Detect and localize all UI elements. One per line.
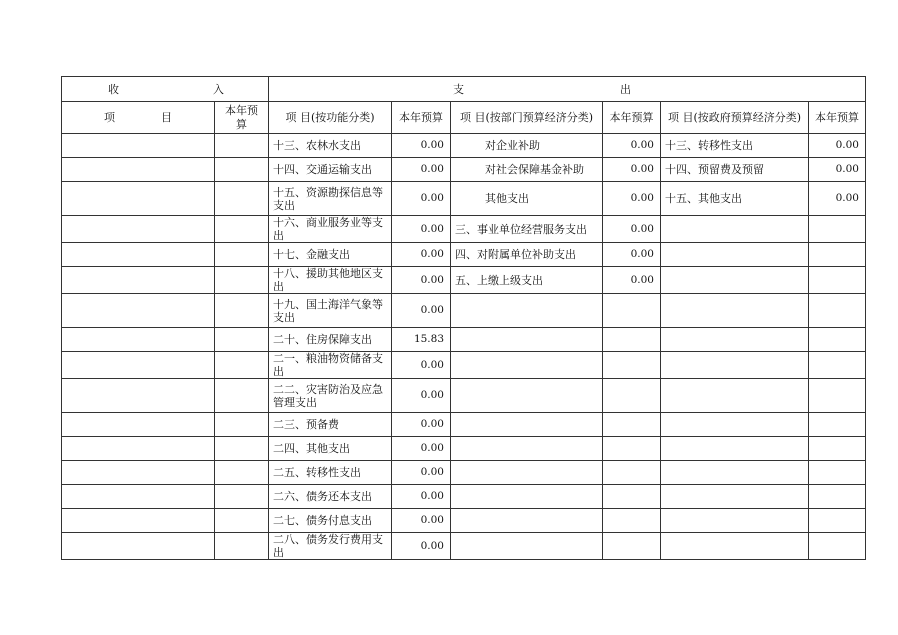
gov-item-cell: [661, 461, 809, 485]
dept-budget-cell: [603, 352, 661, 379]
income-item-cell: [62, 485, 215, 509]
dept-budget-cell: [603, 485, 661, 509]
income-item-cell: [62, 437, 215, 461]
item-char-1: 项: [104, 111, 115, 124]
dept-item-cell: [451, 533, 603, 560]
gov-budget-cell: [809, 267, 866, 294]
dept-budget-cell: 0.00: [603, 158, 661, 182]
dept-item-cell: [451, 328, 603, 352]
header-row-main: [62, 77, 866, 102]
table-row: [62, 182, 866, 216]
dept-budget-cell: 0.00: [603, 216, 661, 243]
dept-budget-cell: [603, 533, 661, 560]
income-item-cell: [62, 294, 215, 328]
gov-budget-cell: [809, 379, 866, 413]
table-row: [62, 328, 866, 352]
table-row: [62, 413, 866, 437]
func-budget-cell: 0.00: [392, 379, 451, 413]
dept-budget-cell: [603, 413, 661, 437]
func-item-cell: 十四、交通运输支出: [269, 158, 392, 182]
func-budget-cell: 15.83: [392, 328, 451, 352]
func-item-header: 项 目(按功能分类): [269, 102, 392, 134]
income-item-cell: [62, 352, 215, 379]
income-item-cell: [62, 533, 215, 560]
dept-item-cell: 三、事业单位经营服务支出: [451, 216, 603, 243]
gov-item-cell: [661, 509, 809, 533]
func-item-cell: 二八、债务发行费用支出: [269, 533, 392, 560]
income-item-cell: [62, 379, 215, 413]
func-budget-cell: 0.00: [392, 294, 451, 328]
gov-item-cell: [661, 437, 809, 461]
table-row: [62, 267, 866, 294]
table-row: [62, 158, 866, 182]
income-char-1: 收: [108, 82, 119, 96]
income-budget-cell: [215, 243, 269, 267]
gov-item-cell: 十五、其他支出: [661, 182, 809, 216]
income-item-cell: [62, 413, 215, 437]
dept-budget-header: 本年预算: [603, 102, 661, 134]
dept-budget-cell: [603, 328, 661, 352]
gov-item-cell: [661, 533, 809, 560]
table-row: [62, 216, 866, 243]
gov-budget-cell: [809, 461, 866, 485]
table-row: [62, 437, 866, 461]
table-row: [62, 509, 866, 533]
func-item-cell: 二六、债务还本支出: [269, 485, 392, 509]
income-budget-cell: [215, 182, 269, 216]
gov-item-cell: [661, 243, 809, 267]
func-item-cell: 二七、债务付息支出: [269, 509, 392, 533]
gov-budget-cell: [809, 294, 866, 328]
func-budget-cell: 0.00: [392, 413, 451, 437]
dept-item-cell: 对社会保障基金补助: [451, 158, 603, 182]
income-budget-cell: [215, 352, 269, 379]
item-char-2: 目: [161, 111, 172, 124]
func-item-cell: 二一、粮油物资储备支出: [269, 352, 392, 379]
gov-item-cell: [661, 352, 809, 379]
income-char-2: 入: [213, 82, 224, 96]
func-budget-cell: 0.00: [392, 134, 451, 158]
table-row: [62, 379, 866, 413]
dept-item-cell: [451, 352, 603, 379]
income-budget-cell: [215, 437, 269, 461]
income-budget-cell: [215, 461, 269, 485]
gov-item-cell: [661, 328, 809, 352]
func-budget-cell: 0.00: [392, 485, 451, 509]
income-item-cell: [62, 267, 215, 294]
income-item-cell: [62, 182, 215, 216]
func-budget-cell: 0.00: [392, 352, 451, 379]
income-budget-cell: [215, 379, 269, 413]
income-header: [62, 77, 269, 102]
gov-item-cell: 十四、预留费及预留: [661, 158, 809, 182]
dept-item-cell: [451, 437, 603, 461]
func-item-cell: 十七、金融支出: [269, 243, 392, 267]
func-budget-cell: 0.00: [392, 509, 451, 533]
func-item-cell: 二五、转移性支出: [269, 461, 392, 485]
func-budget-cell: 0.00: [392, 216, 451, 243]
gov-item-cell: [661, 485, 809, 509]
expense-header: [269, 77, 866, 102]
gov-budget-cell: [809, 509, 866, 533]
income-budget-cell: [215, 413, 269, 437]
income-item-cell: [62, 461, 215, 485]
income-item-cell: [62, 328, 215, 352]
gov-budget-cell: 0.00: [809, 158, 866, 182]
table-row: [62, 485, 866, 509]
func-item-cell: 十五、资源勘探信息等支出: [269, 182, 392, 216]
budget-table: [61, 76, 866, 560]
dept-item-cell: 对企业补助: [451, 134, 603, 158]
func-budget-cell: 0.00: [392, 437, 451, 461]
table-row: [62, 134, 866, 158]
gov-item-cell: [661, 267, 809, 294]
func-budget-cell: 0.00: [392, 461, 451, 485]
income-item-cell: [62, 243, 215, 267]
item-header: [62, 102, 215, 134]
header-row-sub: [62, 102, 866, 134]
gov-item-cell: [661, 216, 809, 243]
gov-item-cell: [661, 379, 809, 413]
table-row: [62, 294, 866, 328]
gov-budget-cell: [809, 328, 866, 352]
func-item-cell: 二三、预备费: [269, 413, 392, 437]
gov-item-cell: [661, 294, 809, 328]
dept-budget-cell: [603, 379, 661, 413]
income-item-cell: [62, 509, 215, 533]
dept-item-cell: 五、上缴上级支出: [451, 267, 603, 294]
dept-item-cell: [451, 485, 603, 509]
income-budget-header: 本年预算: [215, 102, 269, 134]
func-budget-cell: 0.00: [392, 182, 451, 216]
func-budget-cell: 0.00: [392, 267, 451, 294]
income-item-cell: [62, 216, 215, 243]
gov-budget-cell: [809, 352, 866, 379]
gov-budget-cell: [809, 437, 866, 461]
table-row: [62, 533, 866, 560]
dept-item-cell: 其他支出: [451, 182, 603, 216]
dept-budget-cell: [603, 461, 661, 485]
gov-budget-cell: [809, 243, 866, 267]
gov-budget-cell: 0.00: [809, 182, 866, 216]
income-budget-cell: [215, 294, 269, 328]
func-item-cell: 十八、援助其他地区支出: [269, 267, 392, 294]
gov-item-header: 项 目(按政府预算经济分类): [661, 102, 809, 134]
dept-budget-cell: 0.00: [603, 182, 661, 216]
table-row: [62, 461, 866, 485]
func-item-cell: 二二、灾害防治及应急管理支出: [269, 379, 392, 413]
dept-item-cell: [451, 413, 603, 437]
income-budget-cell: [215, 485, 269, 509]
expense-char-2: 出: [620, 82, 631, 96]
table-row: [62, 243, 866, 267]
gov-budget-header: 本年预算: [809, 102, 866, 134]
func-budget-cell: 0.00: [392, 158, 451, 182]
func-budget-cell: 0.00: [392, 243, 451, 267]
income-budget-cell: [215, 216, 269, 243]
dept-budget-cell: [603, 437, 661, 461]
income-item-cell: [62, 158, 215, 182]
income-item-cell: [62, 134, 215, 158]
income-budget-cell: [215, 158, 269, 182]
func-item-cell: 十六、商业服务业等支出: [269, 216, 392, 243]
func-item-cell: 二四、其他支出: [269, 437, 392, 461]
func-budget-header: 本年预算: [392, 102, 451, 134]
income-budget-cell: [215, 533, 269, 560]
dept-item-header: 项 目(按部门预算经济分类): [451, 102, 603, 134]
gov-budget-cell: [809, 216, 866, 243]
dept-budget-cell: 0.00: [603, 134, 661, 158]
gov-budget-cell: [809, 533, 866, 560]
dept-budget-cell: [603, 294, 661, 328]
income-budget-cell: [215, 134, 269, 158]
table-row: [62, 352, 866, 379]
dept-item-cell: [451, 509, 603, 533]
income-budget-cell: [215, 267, 269, 294]
gov-item-cell: [661, 413, 809, 437]
func-item-cell: 十九、国土海洋气象等支出: [269, 294, 392, 328]
func-item-cell: 十三、农林水支出: [269, 134, 392, 158]
dept-item-cell: 四、对附属单位补助支出: [451, 243, 603, 267]
func-budget-cell: 0.00: [392, 533, 451, 560]
income-budget-cell: [215, 509, 269, 533]
dept-item-cell: [451, 379, 603, 413]
dept-item-cell: [451, 461, 603, 485]
func-item-cell: 二十、住房保障支出: [269, 328, 392, 352]
dept-budget-cell: [603, 509, 661, 533]
dept-budget-cell: 0.00: [603, 243, 661, 267]
expense-char-1: 支: [453, 82, 464, 96]
gov-budget-cell: [809, 413, 866, 437]
gov-budget-cell: [809, 485, 866, 509]
income-budget-cell: [215, 328, 269, 352]
gov-item-cell: 十三、转移性支出: [661, 134, 809, 158]
gov-budget-cell: 0.00: [809, 134, 866, 158]
dept-item-cell: [451, 294, 603, 328]
dept-budget-cell: 0.00: [603, 267, 661, 294]
